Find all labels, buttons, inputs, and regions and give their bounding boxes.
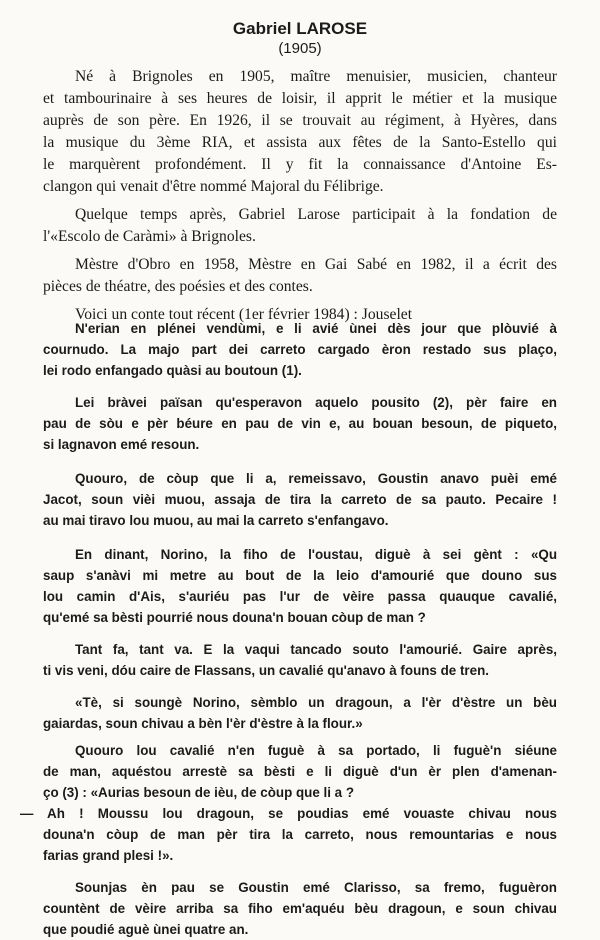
tale-paragraph [0, 639, 600, 681]
tale-section [0, 318, 600, 940]
text-line: au mai tiravo lou muou, au mai la carreto s'enfangavo. [43, 513, 389, 528]
text-line: le marquèrent profondément. Il y fit la connaissance d'Antoine Es- [43, 156, 557, 173]
text-line: countènt de vèire arriba sa fiho em'aquéu bèu dragoun, e soun chivau [43, 901, 557, 916]
text-line: douna'n còup de man pèr tira la carreto, nous remountarias e nous [43, 827, 557, 842]
text-line: Lei bràvei païsan qu'esperavon aquelo pousito (2), pèr faire en [75, 395, 557, 410]
biography-section [0, 66, 600, 326]
text-line: ço (3) : «Aurias besoun de ièu, de còup que li a ? [43, 785, 355, 800]
tale-paragraph [0, 803, 600, 866]
author-name: Gabriel LAROSE [232, 19, 368, 38]
text-line: auprès de son père. En 1926, il se trouvait au régiment, à Hyères, dans [43, 112, 557, 129]
tale-paragraph [0, 544, 600, 628]
text-line: Quouro lou cavalié n'en fuguè à sa portado, li fuguè'n siéune [75, 743, 557, 758]
text-line: farias grand plesi !». [43, 848, 174, 863]
text-line: Mèstre d'Obro en 1958, Mèstre en Gai Sabé en 1982, il a écrit des [75, 256, 557, 273]
tale-paragraph [0, 692, 600, 734]
text-line: qu'emé sa bèsti pourrié nous douna'n bouan còup de man ? [43, 610, 426, 625]
text-line: Né à Brignoles en 1905, maître menuisier, musicien, chanteur [75, 68, 557, 85]
text-line: Quelque temps après, Gabriel Larose participait à la fondation de [75, 206, 557, 223]
text-line: Quouro, de còup que li a, remeissavo, Goustin anavo puèi emé [75, 471, 557, 486]
tale-paragraph [0, 740, 600, 803]
biography-paragraph [0, 254, 600, 298]
text-line: Voici un conte tout récent (1er février 1984) : Jouselet [75, 306, 413, 323]
text-line: gaiardas, soun chivau a bèn l'èr d'èstre à la flour.» [43, 716, 363, 731]
biography-paragraph [0, 66, 600, 198]
text-line: si lagnavon emé resoun. [43, 437, 200, 452]
text-line: l'«Escolo de Caràmi» à Brignoles. [43, 228, 256, 245]
text-line: N'erian en plénei vendùmi, e li avié ùnei dès jour que plòuvié à [75, 321, 557, 336]
text-line: pièces de théatre, des poésies et des contes. [43, 278, 313, 295]
text-line: Tant fa, tant va. E la vaqui tancado souto l'amourié. Gaire après, [75, 642, 557, 657]
text-line: «Tè, si soungè Norino, sèmblo un dragoun, a l'èr d'èstre un bèu [75, 695, 557, 710]
text-line: — Ah ! Moussu lou dragoun, se poudias emé vouaste chivau nous [20, 806, 557, 821]
author-years: (1905) [278, 40, 322, 57]
text-line: lei rodo enfangado quàsi au boutoun (1). [43, 363, 302, 378]
text-line: pau de sòu e pèr béure en pau de vin e, au bouan besoun, de piqueto, [43, 416, 557, 431]
text-line: et tambourinaire à ses heures de loisir, il apprit le métier et la musique [43, 90, 557, 107]
text-line: En dinant, Norino, la fiho de l'oustau, diguè à sei gènt : «Qu [75, 547, 557, 562]
tale-paragraph [0, 877, 600, 940]
tale-paragraph [0, 392, 600, 455]
text-line: saup s'anàvi mi metre au bout de la leio d'amourié que douno sus [43, 568, 557, 583]
text-line: que poudié aguè ùnei quatre an. [43, 922, 249, 937]
text-line: Sounjas èn pau se Goustin emé Clarisso, sa fremo, fuguèron [75, 880, 557, 895]
text-line: cournudo. La majo part dei carreto cargado èron restado sus plaço, [43, 342, 557, 357]
text-line: lou camin d'Ais, s'auriéu pas l'ur de vèire passa quauque cavalié, [43, 589, 557, 604]
text-line: ti vis veni, dóu caire de Flassans, un cavalié qu'anavo à founs de tren. [43, 663, 489, 678]
text-line: de man, aquéstou arrestè sa bèsti e li diguè d'un èr plen d'amenan- [43, 764, 557, 779]
biography-paragraph [0, 204, 600, 248]
tale-paragraph [0, 468, 600, 531]
text-line: la musique du 3ème RIA, et assista aux fêtes de la Santo-Estello qui [43, 134, 557, 151]
text-line: clangon qui venait d'être nommé Majoral du Félibrige. [43, 178, 384, 195]
text-line: Jacot, soun vièi muou, assaja de tira la carreto de sa pauto. Pecaire ! [43, 492, 557, 507]
tale-paragraph [0, 318, 600, 381]
